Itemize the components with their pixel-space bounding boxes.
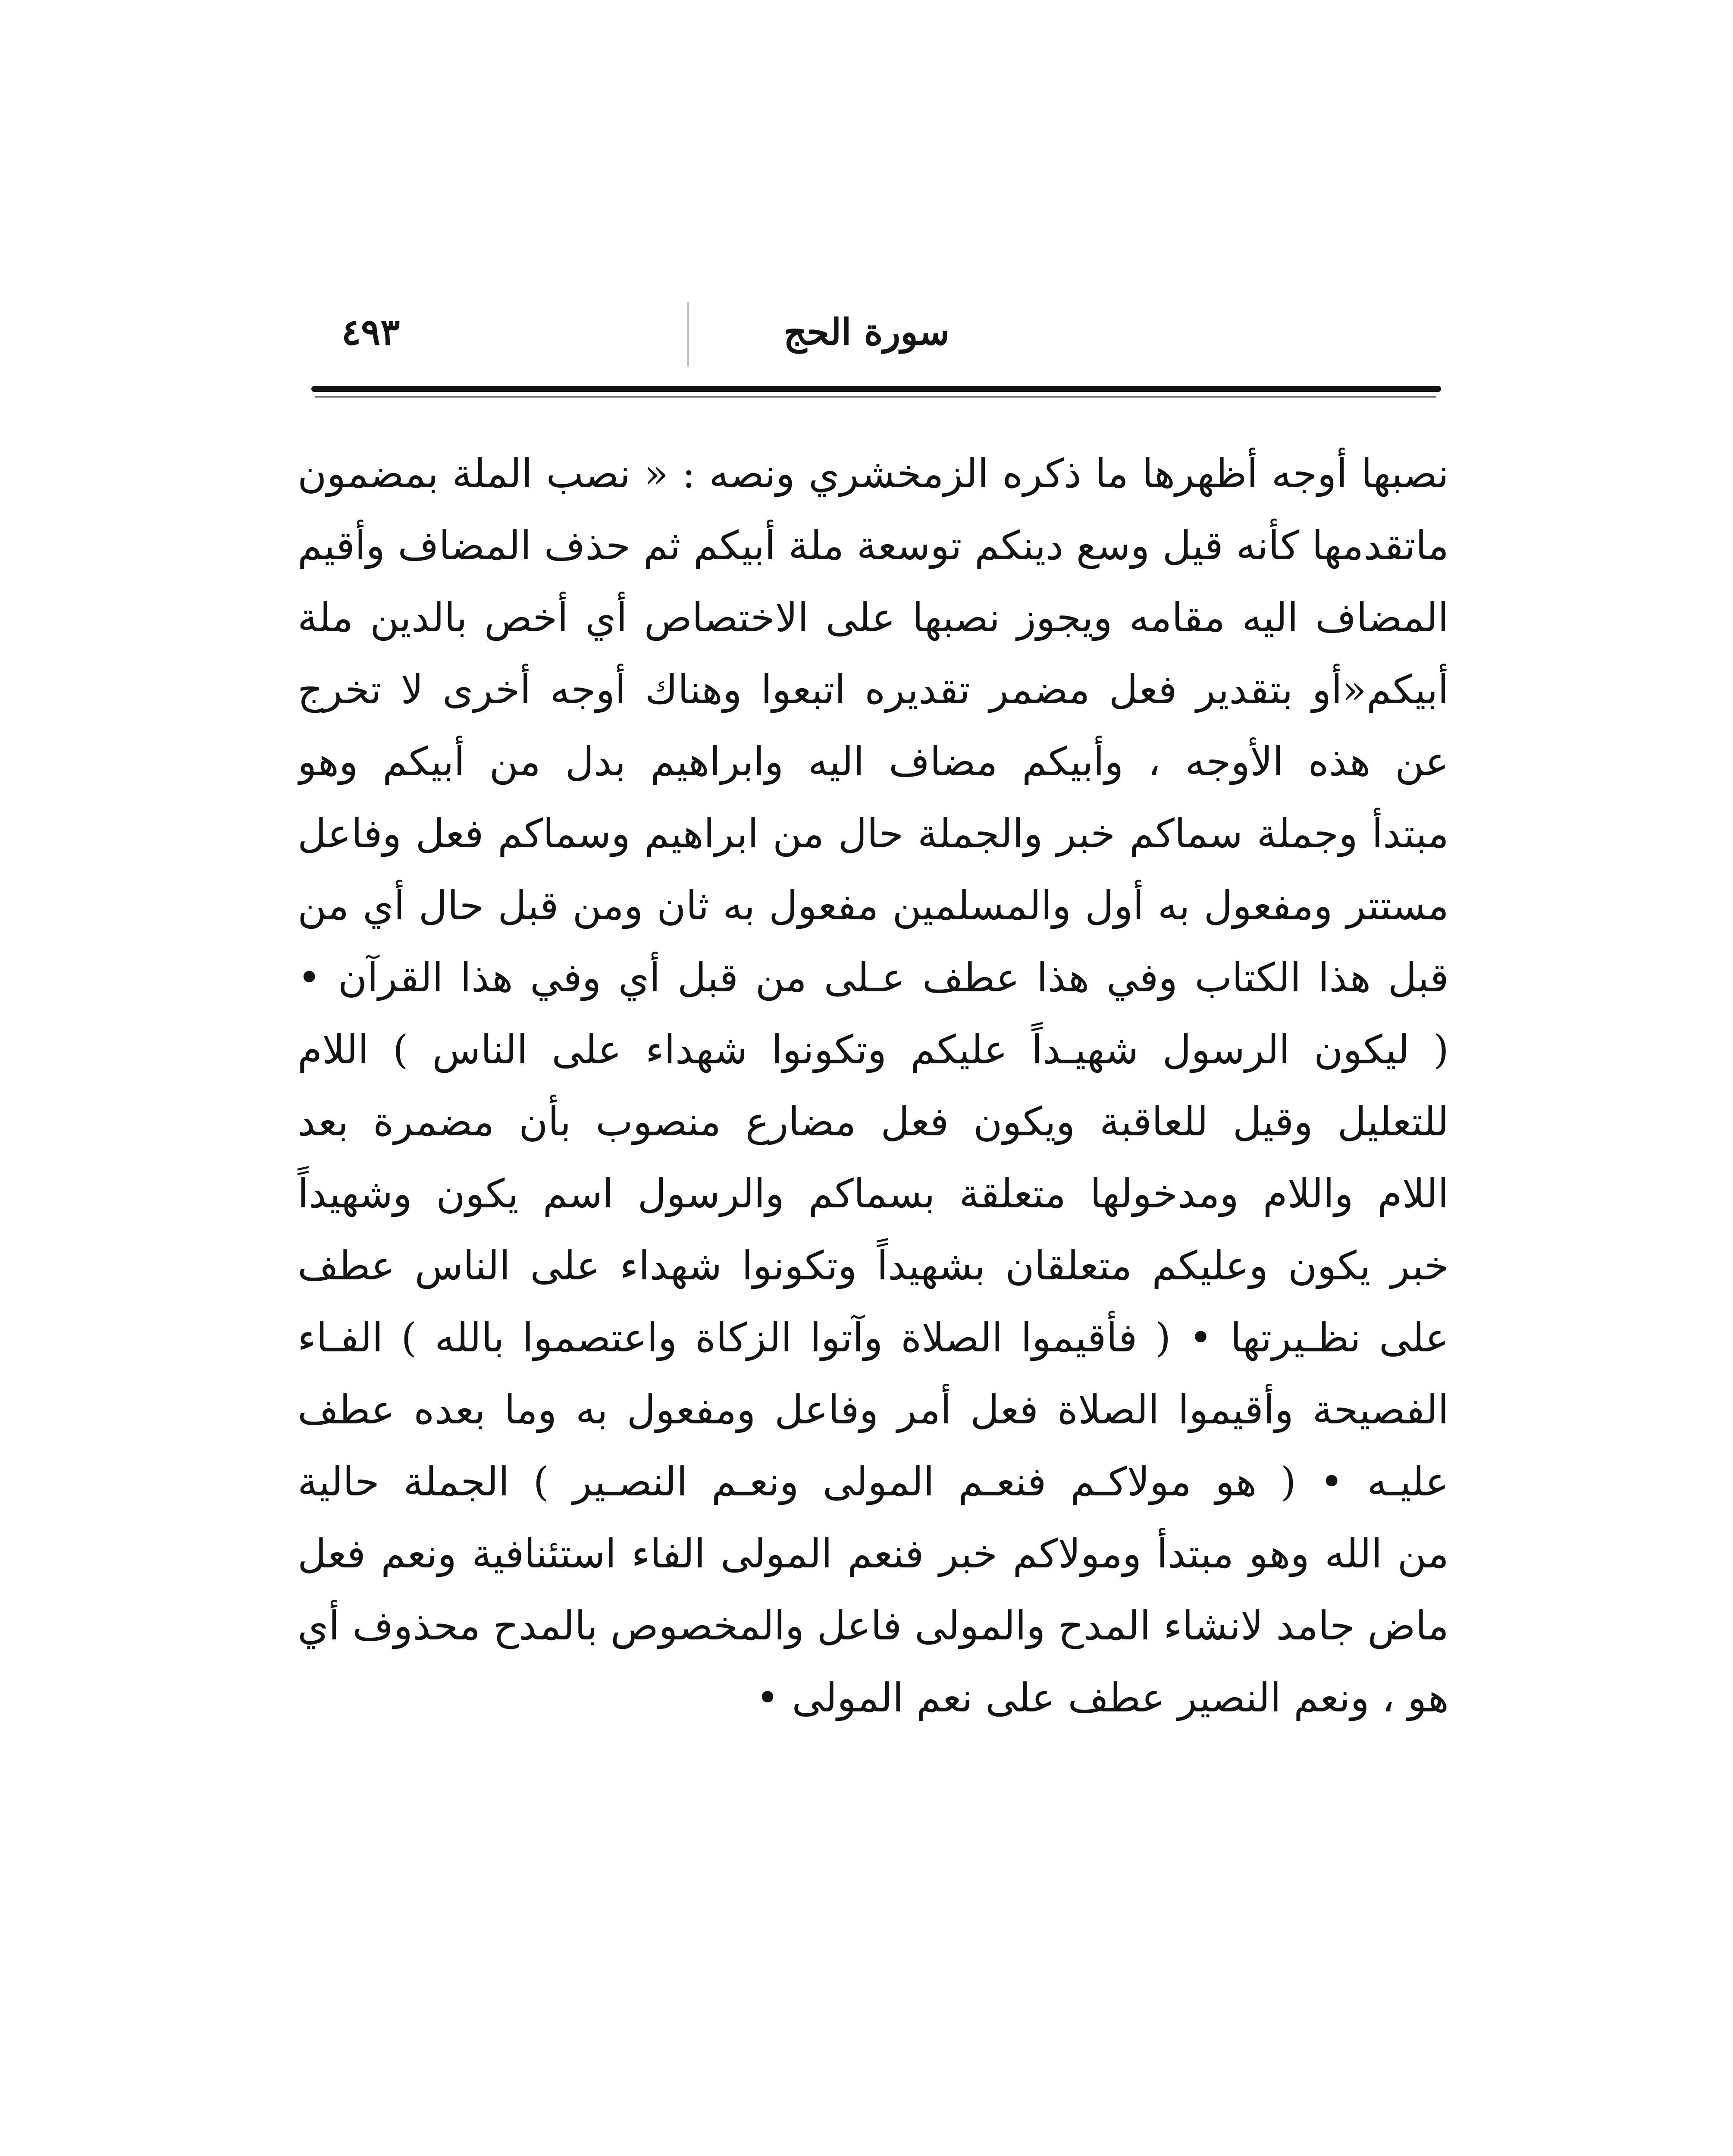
text-line: للتعليل وقيل للعاقبة ويكون فعل مضارع منصوب بأن مضمرة بعد — [298, 1099, 1449, 1145]
page-number: ٤٩٣ — [342, 310, 400, 353]
text-line: نصبها أوجه أظهرها ما ذكره الزمخشري ونصه : « نصب الملة بمضمون — [298, 451, 1449, 497]
header-rule-thin — [315, 396, 1436, 398]
text-line: هو ، ونعم النصير عطف على نعم المولى • — [755, 1675, 1449, 1721]
header-divider — [687, 302, 689, 367]
text-line: خبر يكون وعليكم متعلقان بشهيداً وتكونوا شهداء على الناس عطف — [298, 1243, 1449, 1289]
text-line: ماتقدمها كأنه قيل وسع دينكم توسعة ملة أبيكم ثم حذف المضاف وأقيم — [298, 523, 1449, 569]
text-line: الفصيحة وأقيموا الصلاة فعل أمر وفاعل ومفعول به وما بعده عطف — [298, 1387, 1449, 1433]
text-line: مستتر ومفعول به أول والمسلمين مفعول به ثان ومن قبل حال أي من — [298, 883, 1449, 929]
text-line: من الله وهو مبتدأ ومولاكم خبر فنعم المولى الفاء استئنافية ونعم فعل — [298, 1531, 1449, 1577]
text-line: ماض جامد لانشاء المدح والمولى فاعل والمخصوص بالمدح محذوف أي — [298, 1603, 1449, 1649]
page-header — [311, 302, 1441, 367]
text-line: أبيكم«أو بتقدير فعل مضمر تقديره اتبعوا وهناك أوجه أخرى لا تخرج — [298, 667, 1449, 713]
text-line: ( ليكون الرسول شهيـداً عليكم وتكونوا شهداء على الناس ) اللام — [298, 1027, 1449, 1073]
text-line: عليـه • ( هو مولاكـم فنعـم المولى ونعـم النصـير ) الجملة حالية — [298, 1459, 1449, 1505]
header-rule — [311, 386, 1441, 392]
text-line: المضاف اليه مقامه ويجوز نصبها على الاختصاص أي أخص بالدين ملة — [298, 595, 1449, 641]
text-line: على نظـيرتها • ( فأقيموا الصلاة وآتوا الزكاة واعتصموا بالله ) الفـاء — [298, 1315, 1449, 1361]
text-line: عن هذه الأوجه ، وأبيكم مضاف اليه وابراهيم بدل من أبيكم وهو — [298, 739, 1449, 785]
text-line: قبل هذا الكتاب وفي هذا عطف عـلى من قبل أي وفي هذا القرآن • — [298, 955, 1449, 1001]
text-line: اللام واللام ومدخولها متعلقة بسماكم والرسول اسم يكون وشهيداً — [298, 1171, 1449, 1217]
text-line: مبتدأ وجملة سماكم خبر والجملة حال من ابراهيم وسماكم فعل وفاعل — [298, 811, 1449, 857]
body-text — [298, 438, 1449, 1734]
surah-title: سورة الحج — [783, 310, 950, 353]
